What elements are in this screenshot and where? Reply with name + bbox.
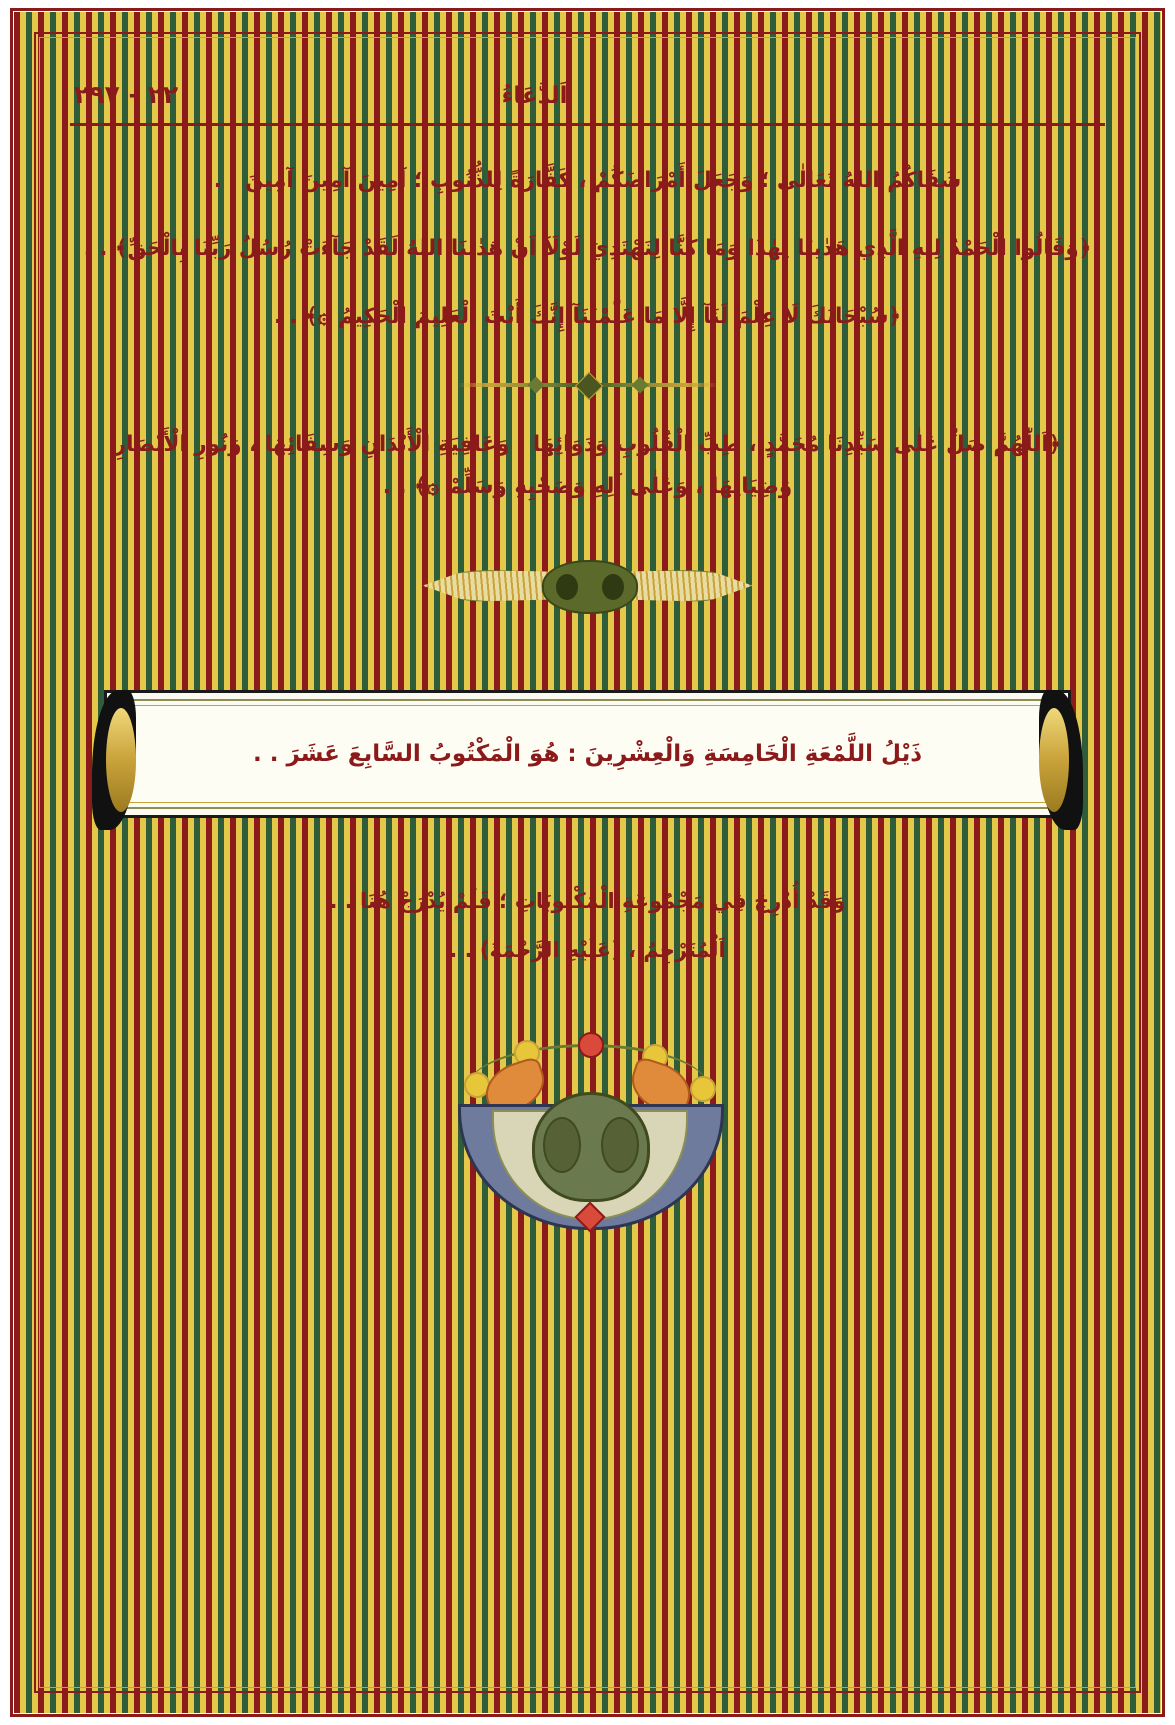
small-leaf-divider-ornament [458,372,718,398]
section-title-panel [104,690,1071,819]
page-header [52,52,1123,113]
panel-right-cap-gold [1039,708,1069,812]
floral-bouquet-ornament [428,1030,748,1240]
paragraph-quran-baqara: ﴿سُبْحَانَكَ لَا عِلْمَ لَنَآ إِلَّا مَا عَلَّمْتَنَآ إِنَّكَ أَنْتَ الْعَلِيمُ الْحَكِيمُ ۞﴾ . . [273,303,902,329]
translator-note: وَقَدْ أُدْرِجَ فِي مَجْمُوعَةِ الْمَكْتُوبَاتِ ؛ فَلَمْ يُدْرَجْ هُنَا . . [329,889,846,914]
section-title-panel-wrapper [104,690,1071,819]
paragraph-quran-araf: ﴿وَقَالُوا الْحَمْدُ لِلهِ الَّذِي هَدٰينَا لِهٰذَا وَمَا كُنَّا لِنَهْتَدِيَ لَوْلَآ اَنْ هَدٰينَا اللهُ لَقَدْ جَآءَتْ رُسُلُ رَبِّنَا بِالْحَقِّ﴾ . . [83,235,1092,261]
paragraph-salawat: ﴿اَللّٰهُمَّ صَلِّ عَلٰى سَيِّدِنَا مُحَمَّدٍ ، طِبِّ الْقُلُوبِ وَدَوَائِهَا ، وَعَافِيَةِ الْأَبْدَانِ وَشِفَائِهَا ، وَنُورِ الْأَبْصَارِ وَضِيَائِهَا ، وَعَلٰى آلِهِ وَصَحْبِهِ وَسَلِّمْ ۞﴾ . . [113,431,1062,499]
large-leaf-divider-ornament [423,554,753,616]
divider-center-medallion [542,560,638,614]
header-rule [70,123,1105,126]
paragraph-dua-shifa: شَفَاكُمُ اللهُ تَعَالٰى ؛ وَجَعَلَ أَمْرَاضَكُمْ ، كَفَّارَةً لِلذُّنُوبِ ؛ آمِينَ آمِينَ آمِينَ . . [213,168,962,193]
panel-right-cap-ornament [1025,676,1087,844]
divider-left-dot [527,376,544,393]
panel-left-cap-ornament [88,676,150,844]
translator-signature: اَلْمُتَرْجِمُ ، (عَلَيْهِ الرَّحْمَةُ) . . [449,938,726,963]
section-title-text: ذَيْلُ اللَّمْعَةِ الْخَامِسَةِ وَالْعِشْرِينَ : هُوَ الْمَكْتُوبُ السَّابِعَ عَشَرَ . . [252,740,923,767]
running-title: اَلدُّعَاءُ [501,83,568,109]
section-title-panel-border-2 [113,699,1062,810]
page-number: ٢٢ - ٢٩٧ [74,80,179,109]
panel-left-cap-gold [106,708,136,812]
divider-right-dot [631,376,648,393]
page-content [52,52,1123,1673]
floral-flower [690,1076,716,1102]
floral-flower [578,1032,604,1058]
divider-center-diamond [574,372,602,400]
floral-core [532,1092,650,1202]
body-text [52,160,1123,1240]
section-title-panel-border-3 [119,705,1056,804]
